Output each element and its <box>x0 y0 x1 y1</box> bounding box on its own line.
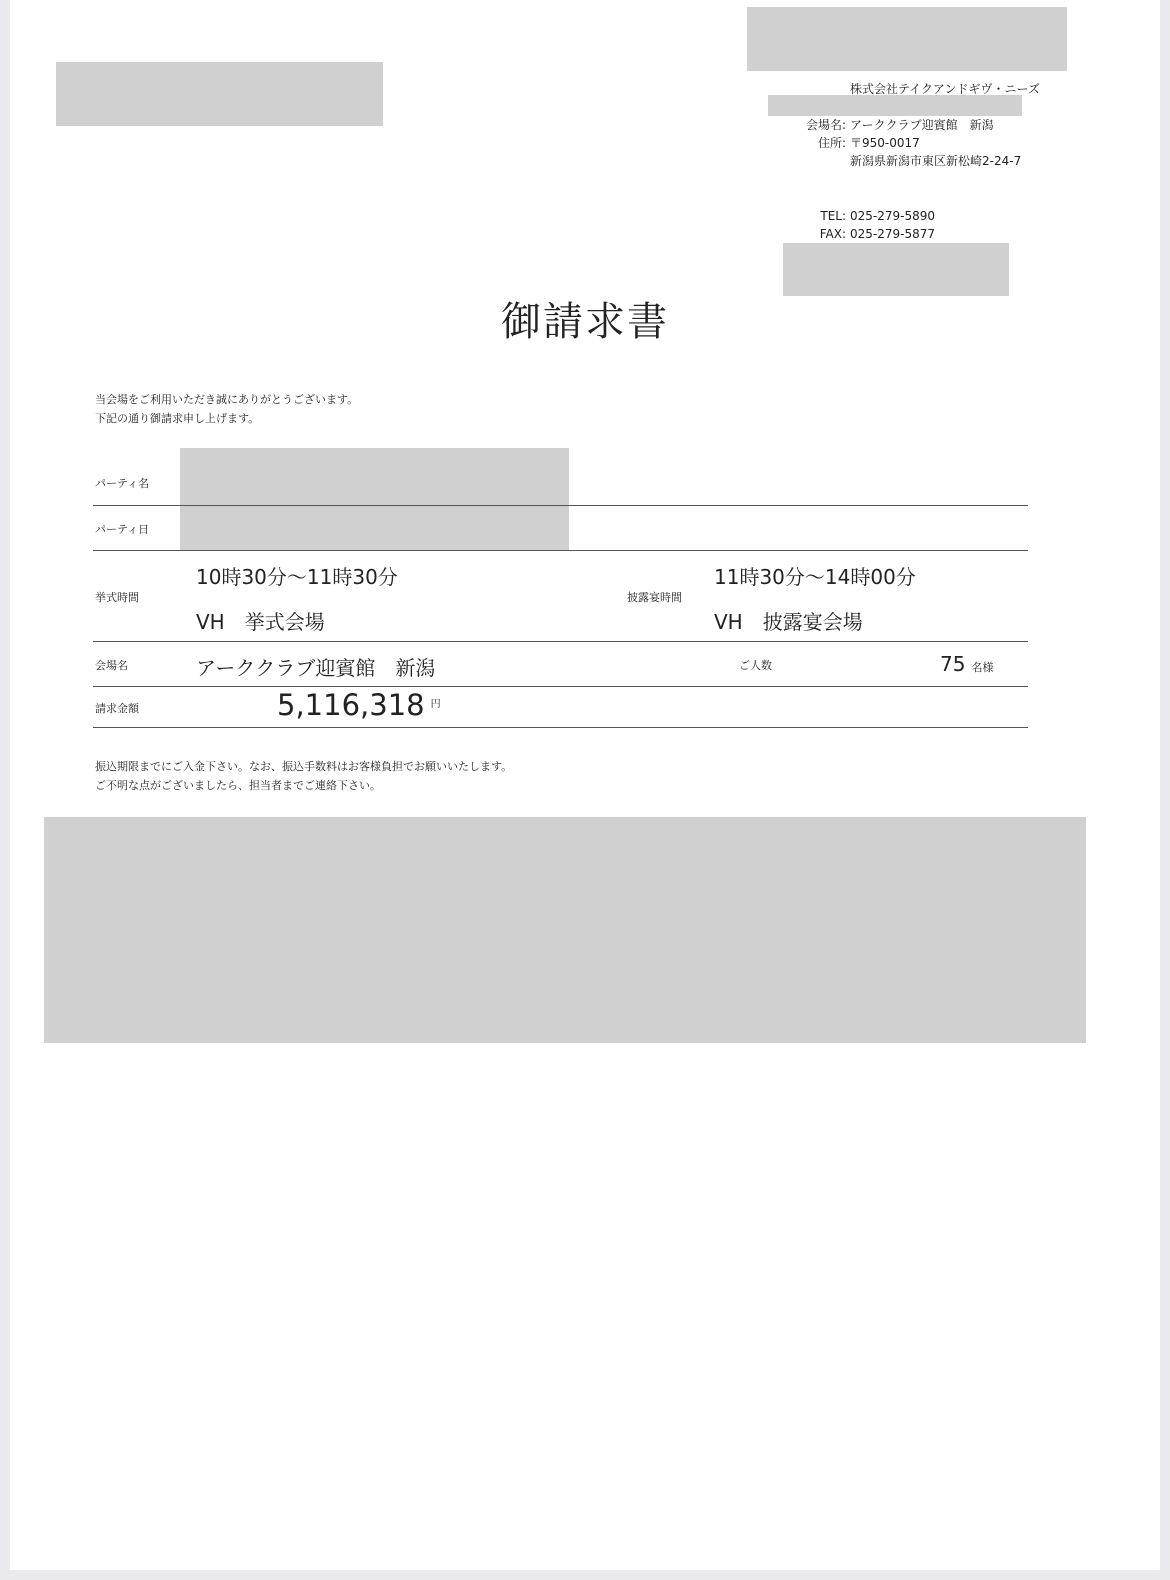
tel-number: 025-279-5890 <box>850 209 936 223</box>
issuer-company-name: 株式会社テイクアンドギヴ・ニーズ <box>850 82 1040 96</box>
guests-label: ご人数 <box>739 659 772 672</box>
issuer-postal-code: 〒950-0017 <box>850 136 920 150</box>
issuer-contact-block <box>790 207 935 243</box>
intro-text <box>95 390 358 428</box>
tel-label: TEL: <box>820 209 846 223</box>
billing-amount <box>277 688 441 722</box>
invoice-page <box>10 0 1160 1570</box>
divider-4 <box>93 686 1028 687</box>
issuer-venue-name: アーククラブ迎賓館 新潟 <box>850 118 994 132</box>
redacted-recipient <box>56 62 383 126</box>
amount-value: 5,116,318 <box>277 688 425 722</box>
payment-notes <box>95 757 512 795</box>
intro-line-1: 当会場をご利用いただき誠にありがとうございます。 <box>95 393 359 406</box>
ceremony-time: 10時30分～11時30分 <box>196 565 398 589</box>
redacted-bank-info <box>44 817 1086 1043</box>
redacted-top-right <box>747 7 1067 71</box>
venue-name: アーククラブ迎賓館 新潟 <box>196 656 436 680</box>
address-indent <box>790 152 850 170</box>
notes-line-1: 振込期限までにご入金下さい。なお、振込手数料はお客様負担でお願いいたします。 <box>95 760 513 773</box>
divider-2 <box>93 550 1028 551</box>
redacted-stamp <box>783 243 1009 296</box>
redacted-issuer-line <box>768 95 1022 116</box>
divider-3 <box>93 641 1028 642</box>
guests-unit: 名様 <box>971 661 994 674</box>
divider-5 <box>93 727 1028 728</box>
party-name-label: パーティ名 <box>95 477 150 490</box>
venue-label: 会場名 <box>95 659 128 672</box>
amount-label: 請求金額 <box>95 702 139 715</box>
redacted-party-details <box>180 448 569 551</box>
divider-1 <box>93 505 1028 506</box>
document-title: 御請求書 <box>501 299 669 345</box>
intro-line-2: 下記の通り御請求申し上げます。 <box>95 412 260 425</box>
fax-number: 025-279-5877 <box>850 227 936 241</box>
issuer-venue-label: 会場名: <box>805 118 846 132</box>
amount-unit: 円 <box>430 699 441 710</box>
guests-count: 75 <box>940 652 966 676</box>
guests-value <box>940 652 993 676</box>
reception-place: VH 披露宴会場 <box>714 610 863 634</box>
reception-time-label: 披露宴時間 <box>627 591 682 604</box>
fax-label: FAX: <box>819 227 846 241</box>
party-date-label: パーティ日 <box>95 523 150 536</box>
notes-line-2: ご不明な点がございましたら、担当者までご連絡下さい。 <box>95 779 381 792</box>
issuer-address: 新潟県新潟市東区新松崎2-24-7 <box>850 154 1022 168</box>
ceremony-place: VH 挙式会場 <box>196 610 325 634</box>
reception-time: 11時30分～14時00分 <box>714 565 916 589</box>
issuer-venue-block <box>790 116 1021 170</box>
ceremony-time-label: 挙式時間 <box>95 591 139 604</box>
issuer-address-label: 住所: <box>817 136 846 150</box>
